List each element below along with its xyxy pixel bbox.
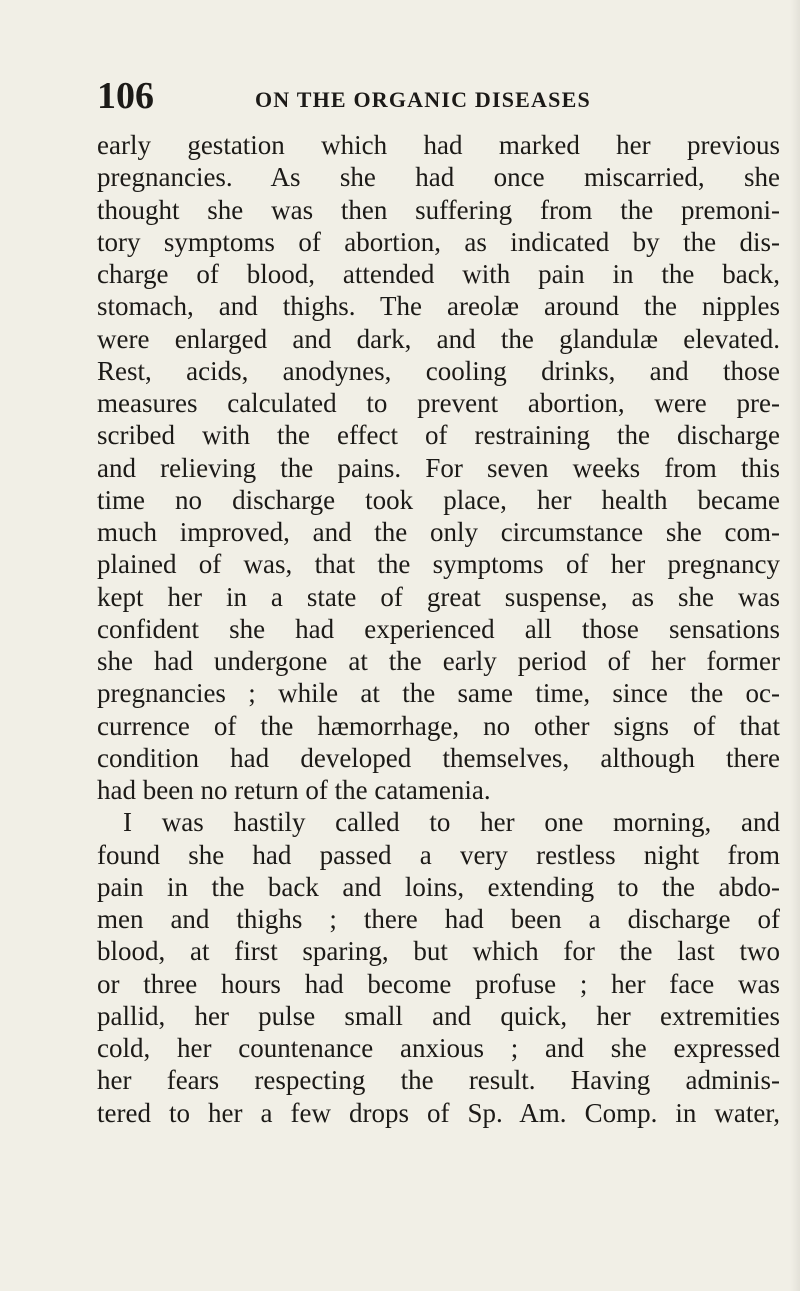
text-line: had been no return of the catamenia.	[97, 775, 491, 805]
text-line: plained of was, that the symptoms of her pregnancy	[97, 549, 780, 580]
text-line: measures calculated to prevent abortion, were pre-	[97, 388, 780, 418]
text-line: much improved, and the only circumstance she com-	[97, 517, 780, 547]
text-line: stomach, and thighs. The areolæ around the nipples	[97, 291, 780, 322]
text-line: her fears respecting the result. Having adminis-	[97, 1065, 780, 1096]
text-line: early gestation which had marked her previous	[97, 130, 780, 160]
text-line: I was hastily called to her one morning, and	[123, 807, 780, 838]
text-line: or three hours had become profuse ; her face was	[97, 968, 780, 999]
page-edge-shadow	[790, 0, 800, 1291]
body-text	[97, 129, 780, 1129]
text-line: time no discharge took place, her health became	[97, 484, 780, 515]
running-title: ON THE ORGANIC DISEASES	[255, 87, 591, 112]
text-line: thought she was then suffering from the premoni-	[97, 194, 780, 225]
text-line: pregnancies ; while at the same time, since the oc-	[97, 678, 780, 709]
text-line: currence of the hæmorrhage, no other signs of that	[97, 710, 780, 741]
text-line: cold, her countenance anxious ; and she expressed	[97, 1033, 780, 1063]
text-line: found she had passed a very restless night from	[97, 839, 780, 870]
text-line: Rest, acids, anodynes, cooling drinks, and those	[97, 355, 780, 386]
text-line: were enlarged and dark, and the glandulæ elevated.	[97, 323, 780, 354]
paragraph-1	[97, 129, 780, 806]
text-line: pallid, her pulse small and quick, her extremities	[97, 1000, 780, 1031]
text-line: confident she had experienced all those sensations	[97, 613, 780, 644]
text-line: she had undergone at the early period of her former	[97, 646, 780, 676]
page-number: 106	[97, 75, 154, 117]
text-line: scribed with the effect of restraining the discharge	[97, 420, 780, 451]
text-line: charge of blood, attended with pain in the back,	[97, 259, 780, 289]
running-head	[97, 76, 657, 116]
text-line: and relieving the pains. For seven weeks from this	[97, 452, 780, 483]
text-line: condition had developed themselves, although there	[97, 742, 780, 773]
text-line: blood, at first sparing, but which for the last two	[97, 936, 780, 967]
text-line: pregnancies. As she had once miscarried, she	[97, 162, 780, 193]
paragraph-2	[97, 806, 780, 1129]
text-line: tory symptoms of abortion, as indicated by the dis-	[97, 226, 780, 257]
text-line: tered to her a few drops of Sp. Am. Comp. in water,	[97, 1097, 780, 1128]
text-line: pain in the back and loins, extending to the abdo-	[97, 871, 780, 902]
text-line: men and thighs ; there had been a discharge of	[97, 904, 780, 934]
text-line: kept her in a state of great suspense, as she was	[97, 581, 780, 612]
